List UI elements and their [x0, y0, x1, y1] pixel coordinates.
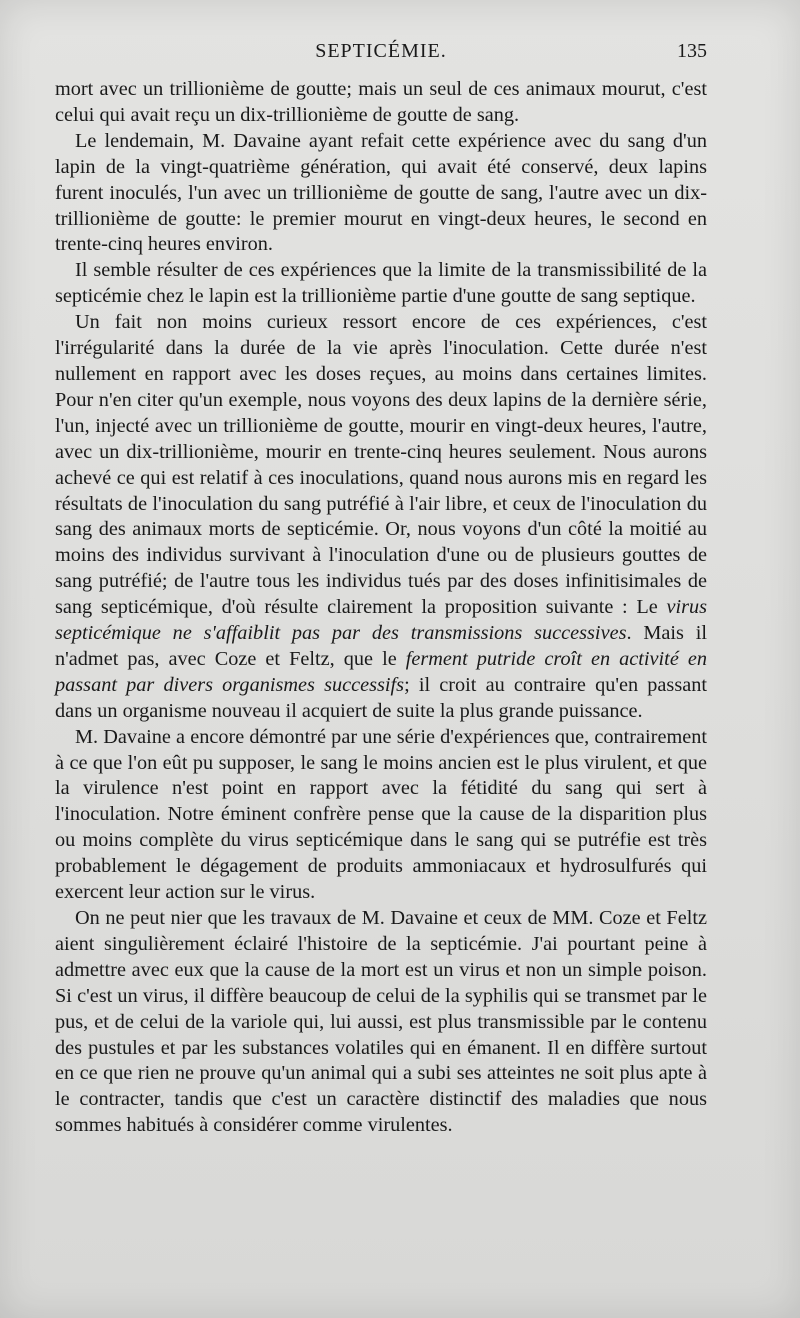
text-run: Un fait non moins curieux ressort encore de ces expériences, c'est l'irrégularité dans la durée de la vie après l'inoculation. Cette durée n'est nullement en rapport avec les doses reçues, au moins dans certaines limites. Pour n'en citer qu'un exemple, nous voyons des deux lapins de la dernière série, l'un, injecté avec un trillionième de goutte, mourir en vingt-deux heures, l'autre, avec un dix-trillionième, mourir en trente-cinq heures seulement. Nous aurons achevé ce qui est relatif à ces inoculations, quand nous aurons mis en regard les résultats de l'inoculation du sang putréfié à l'air libre, et ceux de l'inoculation du sang des animaux morts de septicémie. Or, nous voyons d'un côté la moitié au moins des individus survivant à l'inoculation d'une ou de plusieurs gouttes de sang putréfié; de l'autre tous les individus tués par des doses infinitisimales de sang septicémique, d'où résulte clairement la proposition suivante : Le	[55, 311, 707, 619]
body-text	[55, 77, 707, 1139]
paragraph: Le lendemain, M. Davaine ayant refait cette expérience avec du sang d'un lapin de la vingt-quatrième génération, qui avait été conservé, deux lapins furent inoculés, l'un avec un trillionième de goutte de sang, l'autre avec un dix-trillionième de goutte: le premier mourut en vingt-deux heures, le second en trente-cinq heures environ.	[55, 129, 707, 256]
paragraph: On ne peut nier que les travaux de M. Davaine et ceux de MM. Coze et Feltz aient singulièrement éclairé l'histoire de la septicémie. J'ai pourtant peine à admettre avec eux que la cause de la mort est un virus et non un simple poison. Si c'est un virus, il diffère beaucoup de celui de la syphilis qui se transmet par le pus, et de celui de la variole qui, lui aussi, est plus transmissible par le contenu des pustules et par les substances volatiles qui en émanent. Il en diffère surtout en ce que rien ne prouve qu'un animal qui a subi ses atteintes ne soit plus apte à le contracter, tandis que c'est un caractère distinctif des maladies que nous sommes habitués à considérer comme virulentes.	[55, 907, 707, 1137]
page-number: 135	[677, 40, 707, 62]
text-run: . Mais il n'admet pas, avec Coze et Feltz, que le	[55, 622, 707, 670]
text-run: ; il croit au contraire qu'en passant dans un organisme nouveau il acquiert de suite la plus grande puissance.	[55, 673, 707, 722]
paragraph: mort avec un trillionième de goutte; mais un seul de ces animaux mourut, c'est celui qui avait reçu un dix-trillionième de goutte de sang.	[55, 78, 707, 126]
italic-phrase: virus septicémique ne s'affaiblit pas par des transmissions successives	[55, 596, 707, 645]
paragraph: M. Davaine a encore démontré par une série d'expériences que, contrairement à ce que l'on eût pu supposer, le sang le moins ancien est le plus virulent, et que la virulence n'est point en rapport avec la fétidité du sang qui sert à l'inoculation. Notre éminent confrère pense que la cause de la disparition plus ou moins complète du virus septicémique dans le sang qui se putréfie est très probablement le dégagement de produits ammoniacaux et hydrosulfurés qui exercent leur action sur le virus.	[55, 725, 707, 904]
running-title: SEPTICÉMIE.	[315, 40, 447, 62]
paragraph: Il semble résulter de ces expériences que la limite de la transmissibilité de la septicémie chez le lapin est la trillionième partie d'une goutte de sang septique.	[55, 259, 707, 308]
paragraph	[55, 310, 707, 725]
page-header	[55, 40, 707, 70]
italic-phrase: ferment putride croît en activité en passant par divers organismes successifs	[55, 647, 707, 696]
